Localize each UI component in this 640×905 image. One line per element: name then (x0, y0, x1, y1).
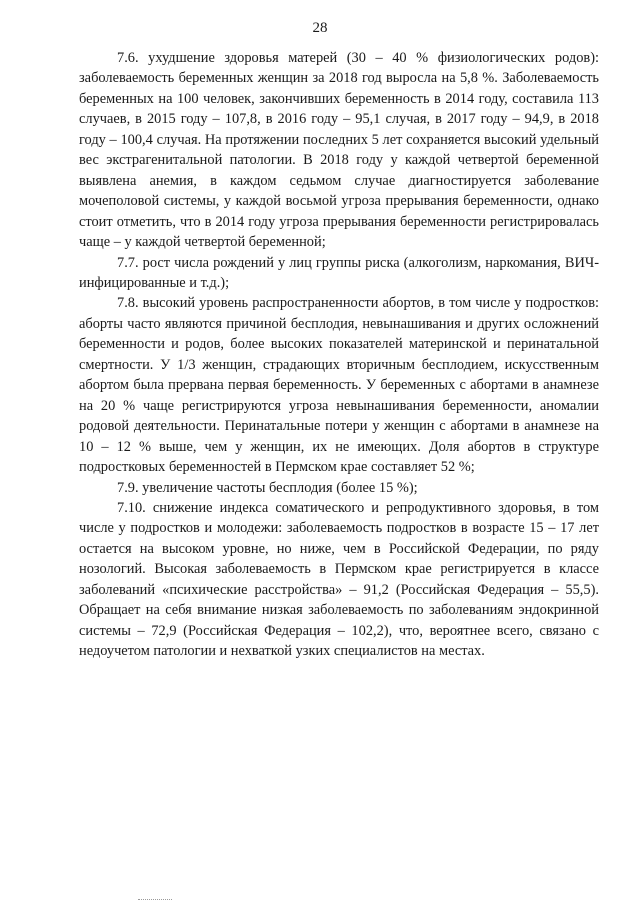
paragraph-7-9: 7.9. увеличение частоты бесплодия (более 15 %); (117, 479, 418, 496)
paragraph-7-7: 7.7. рост числа рождений у лиц группы риска (алкоголизм, наркомания, ВИЧ-инфицированные и т.д.); (79, 254, 599, 291)
document-body (79, 48, 599, 662)
page-number: 28 (312, 20, 328, 36)
paragraph-7-10: 7.10. снижение индекса соматического и репродуктивного здоровья, в том числе у подростков и молодежи: заболеваемость подростков в возрасте 15 – 17 лет остается на высоком уровне, но ниже, чем в Российской Федерации, по ряду нозологий. Высокая заболеваемость в Пермском крае регистрируется в классе заболеваний «психические расстройства» – 91,2 (Российская Федерация – 55,5). Обращает на себя внимание низкая заболеваемость по заболеваниям эндокринной системы – 72,9 (Российская Федерация – 102,2), что, вероятнее всего, связано с недоучетом патологии и нехваткой узких специалистов на местах. (79, 499, 599, 660)
scan-edge-mark (138, 899, 172, 901)
paragraph-7-6: 7.6. ухудшение здоровья матерей (30 – 40 % физиологических родов): заболеваемость беременных женщин за 2018 год выросла на 5,8 %. Заболеваемость беременных на 100 человек, закончивших беременность в 2014 году, составила 113 случаев, в 2015 году – 107,8, в 2016 году – 95,1 случая, в 2017 году – 94,9, в 2018 году – 100,4 случая. На протяжении последних 5 лет сохраняется высокий удельный вес экстрагенитальной патологии. В 2018 году у каждой четвертой беременной выявлена анемия, в каждом седьмом случае диагностируется заболевание мочеполовой системы, у каждой восьмой угроза прерывания беременности, однако стоит отметить, что в 2014 году угроза прерывания беременности регистрировалась чаще – у каждой четвертой беременной; (79, 50, 599, 251)
paragraph-7-8: 7.8. высокий уровень распространенности абортов, в том числе у подростков: аборты часто являются причиной бесплодия, невынашивания и других осложнений беременности и родов, более высоких показателей материнской и перинатальной смертности. У 1/3 женщин, страдающих вторичным бесплодием, искусственным абортом была прервана первая беременность. У беременных с абортами в анамнезе на 20 % чаще регистрируются угроза невынашивания беременности, аномалии родовой деятельности. Перинатальные потери у женщин с абортами в анамнезе на 10 – 12 % выше, чем у женщин, их не имеющих. Доля абортов в структуре подростковых беременностей в Пермском крае составляет 52 %; (79, 295, 599, 476)
